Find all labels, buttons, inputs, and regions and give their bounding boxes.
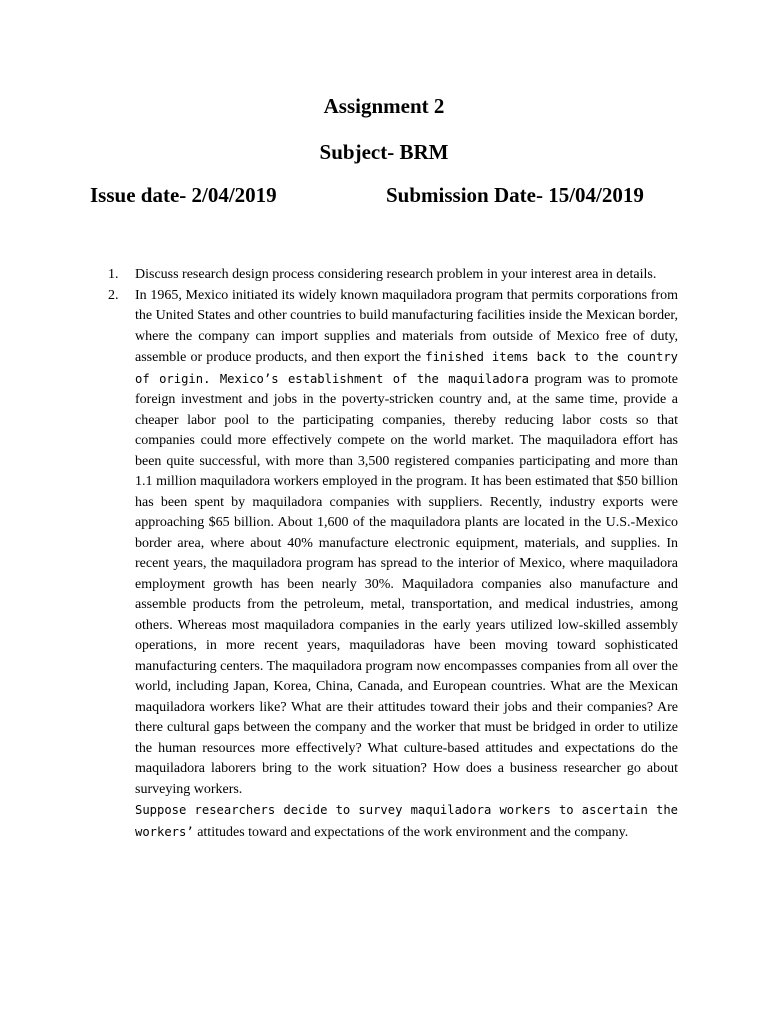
question-text-part-b: finished items back to the country of origin. Mexico’s establishment of the maquiladora <box>135 350 678 386</box>
question-text-part-c: program was to promote foreign investment and jobs in the poverty-stricken country and, at the same time, provide a cheaper labor pool to the participating companies, thereby reducing labor costs so that companies could more effectively compete on the world market. The maquiladora effort has been quite successful, with more than 3,500 registered companies participating and more than 1.1 million maquiladora workers employed in the program. It has been estimated that $50 billion has been spent by maquiladora companies with suppliers. Recently, industry exports were approaching $65 billion. About 1,600 of the maquiladora plants are located in the U.S.-Mexico border area, where about 40% manufacture electronic equipment, materials, and supplies. In recent years, the maquiladora program has spread to the interior of Mexico, where maquiladora employment growth has been nearly 30%. Maquiladora companies also manufacture and assemble products from the petroleum, metal, transportation, and medical industries, among others. Whereas most maquiladora companies in the early years utilized low-skilled assembly operations, in more recent years, maquiladoras have been moving toward sophisticated manufacturing centers. The maquiladora program now encompasses companies from all over the world, including Japan, Korea, China, Canada, and European countries. What are the Mexican maquiladora workers like? What are their attitudes toward their jobs and their companies? Are there cultural gaps between the company and the worker that must be bridged in order to utilize the human resources more effectively? What culture-based attitudes and expectations do the maquiladora laborers bring to the work situation? How does a business researcher go about surveying workers. <box>135 371 678 797</box>
question-text-part-a: In 1965, Mexico initiated its widely known maquiladora program that permits corporations from the United States and other countries to build manufacturing facilities inside the Mexican border, where the company can import supplies and materials from outside of Mexico free of duty, assemble or produce products, and then export the <box>135 287 678 365</box>
issue-date: Issue date- 2/04/2019 <box>90 183 277 207</box>
question-number: 1. <box>108 267 119 282</box>
subject-title: Subject- BRM <box>319 140 449 164</box>
question-text: Discuss research design process considering research problem in your interest area in details. <box>135 267 657 282</box>
question-item-2 <box>108 286 678 844</box>
question-text-followup <box>135 800 678 843</box>
question-number: 2. <box>108 287 119 303</box>
question-text-part-d: Suppose researchers decide to survey maquiladora workers to ascertain the workers’ <box>135 803 678 839</box>
question-item-1 <box>108 265 678 286</box>
question-text-part-e: attitudes toward and expectations of the work environment and the company. <box>197 824 629 840</box>
question-list <box>108 265 678 843</box>
question-text-block <box>135 286 678 801</box>
submission-date: Submission Date- 15/04/2019 <box>386 183 644 207</box>
assignment-title: Assignment 2 <box>323 94 445 118</box>
